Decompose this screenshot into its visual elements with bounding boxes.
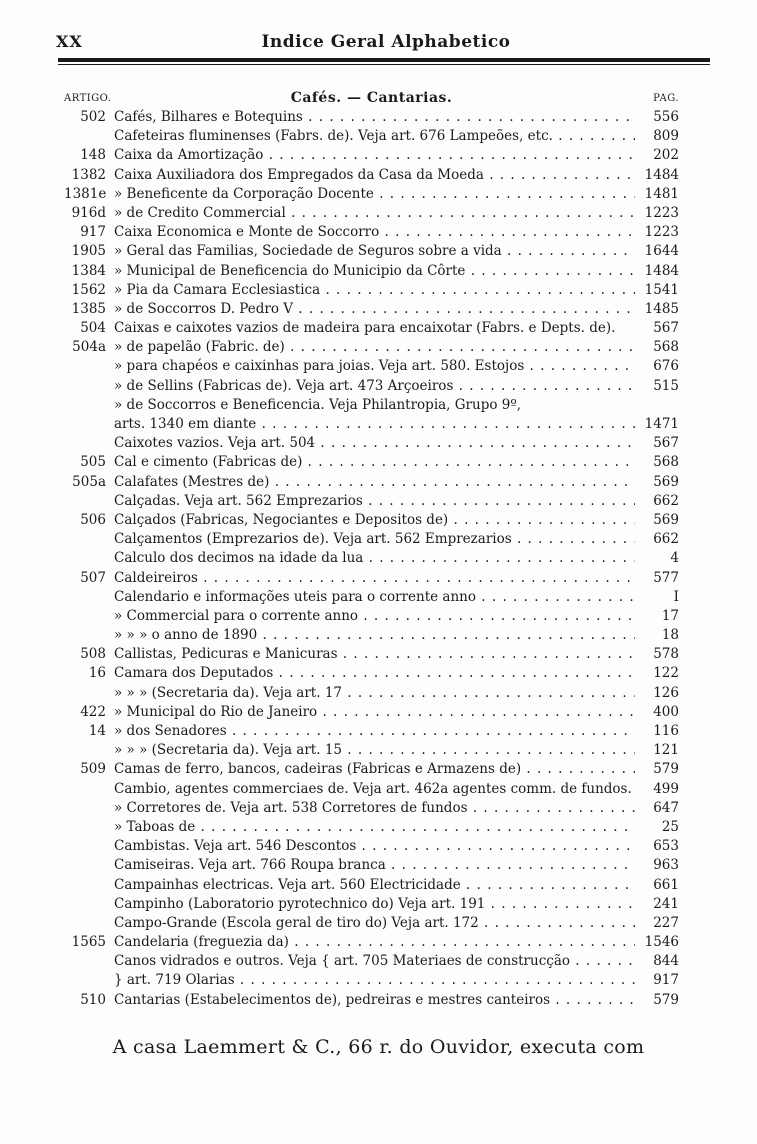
index-entry: [64, 357, 679, 376]
index-entry: [64, 396, 679, 415]
index-entry: [64, 684, 679, 703]
entry-text: » de Sellins (Fabricas de). Veja art. 473 Arçoeiros . . .: [114, 377, 635, 396]
entry-text: » » » (Secretaria da). Veja art. 15 . . .: [114, 741, 635, 760]
entry-text: Camara dos Deputados . . .: [114, 664, 635, 683]
entry-page-number: 4: [670, 550, 679, 567]
entry-page-number: 1223: [644, 204, 679, 221]
entry-article-number: 14: [88, 723, 106, 739]
entry-text: » Corretores de. Veja art. 538 Corretores de fundos . . .: [114, 799, 635, 818]
index-entry: [64, 799, 679, 818]
index-entry: [64, 166, 679, 185]
entry-text: Campinho (Laboratorio pyrotechnico do) Veja art. 191 . . .: [114, 895, 635, 914]
index-entry: [64, 377, 679, 396]
entry-page-number: 499: [653, 780, 679, 797]
index-entry: [64, 300, 679, 319]
entry-page-number: 1541: [644, 281, 679, 298]
entry-page-number: 653: [653, 838, 679, 855]
entry-page-number: 569: [653, 511, 679, 528]
index-entry: [64, 569, 679, 588]
entry-text: Candelaria (freguezia da) . . .: [114, 933, 635, 952]
entry-page-number: 567: [653, 435, 679, 452]
index-entry: [64, 415, 679, 434]
entry-article-number: 506: [80, 511, 106, 528]
entry-article-number: 148: [80, 147, 106, 164]
index-entry: [64, 588, 679, 607]
entry-text: Campo-Grande (Escola geral de tiro do) Veja art. 172 . . .: [114, 914, 635, 933]
index-entry: [64, 473, 679, 492]
index-entry: [64, 185, 679, 204]
entry-text: » de Credito Commercial . . .: [114, 204, 635, 223]
entry-text: » Commercial para o corrente anno . . .: [114, 607, 635, 626]
entry-text: Caixa Economica e Monte de Soccorro . . .: [114, 223, 635, 242]
entry-text: Calculo dos decimos na idade da lua . . .: [114, 549, 635, 568]
entry-text: Caixotes vazios. Veja art. 504 . . .: [114, 434, 635, 453]
index-entry: [64, 434, 679, 453]
entry-text: Calafates (Mestres de) . . .: [114, 473, 635, 492]
column-headers: [64, 90, 679, 108]
entry-page-number: 122: [653, 665, 679, 682]
entry-page-number: 400: [653, 703, 679, 720]
entry-page-number: 568: [653, 454, 679, 471]
index-entry: [64, 607, 679, 626]
entry-text: Calçados (Fabricas, Negociantes e Depositos de) . . .: [114, 511, 635, 530]
entry-page-number: 579: [653, 991, 679, 1008]
index-entry: [64, 991, 679, 1010]
entry-article-number: 1382: [71, 166, 106, 183]
entry-page-number: 556: [653, 109, 679, 125]
index-entry: [64, 338, 679, 357]
entry-text: » Beneficente da Corporação Docente . . .: [114, 185, 635, 204]
entry-page-number: 126: [653, 684, 679, 701]
entry-page-number: 227: [653, 914, 679, 931]
entry-text: » Pia da Camara Ecclesiastica . . .: [114, 281, 635, 300]
entry-page-number: 1481: [644, 185, 679, 202]
entry-text: Caixas e caixotes vazios de madeira para encaixotar (Fabrs. e Depts. de).: [114, 320, 616, 337]
page-header: [56, 32, 716, 54]
entry-page-number: 18: [661, 627, 679, 644]
entry-page-number: 1546: [644, 934, 679, 951]
index-entry: [64, 108, 679, 127]
entry-text: Calçadas. Veja art. 562 Emprezarios . . .: [114, 492, 635, 511]
entry-text: Camiseiras. Veja art. 766 Roupa branca . . .: [114, 856, 635, 875]
index-entry: [64, 319, 679, 338]
entry-article-number: 509: [80, 761, 106, 778]
entry-page-number: 567: [653, 320, 679, 337]
entry-text: arts. 1340 em diante . . .: [114, 415, 635, 434]
entry-text: Canos vidrados e outros. Veja { art. 705 Materiaes de construcção . . .: [114, 952, 635, 971]
entry-page-number: 647: [653, 799, 679, 816]
entry-page-number: 241: [653, 895, 679, 912]
entry-article-number: 1385: [71, 300, 106, 317]
entry-page-number: 121: [653, 742, 679, 759]
index-entry: [64, 127, 679, 146]
index-entry: [64, 818, 679, 837]
entry-page-number: 662: [653, 492, 679, 509]
entry-text: » dos Senadores . . .: [114, 722, 635, 741]
entry-page-number: 1471: [644, 416, 679, 432]
entry-page-number: 1484: [644, 262, 679, 279]
entry-text: » Municipal de Beneficencia do Municipio da Côrte . . .: [114, 262, 635, 281]
entry-article-number: 916d: [71, 204, 106, 221]
entry-page-number: 515: [653, 377, 679, 394]
entry-article-number: 505: [80, 454, 106, 471]
entry-page-number: 202: [653, 147, 679, 164]
entry-text: Caixa Auxiliadora dos Empregados da Casa da Moeda . . .: [114, 166, 635, 185]
section-title: Cafés. — Cantarias.: [290, 90, 453, 106]
index-entry: [64, 876, 679, 895]
index-entry: [64, 262, 679, 281]
entry-page-number: 661: [653, 876, 679, 893]
entry-text: » » » o anno de 1890 . . .: [114, 626, 635, 645]
entry-text: } art. 719 Olarias . . .: [114, 971, 635, 990]
entry-article-number: 504a: [72, 339, 106, 356]
index-entry: [64, 492, 679, 511]
entry-text: Camas de ferro, bancos, cadeiras (Fabricas e Armazens de) . . .: [114, 760, 635, 779]
entry-article-number: 16: [88, 665, 106, 682]
index-entry: [64, 223, 679, 242]
entry-article-number: 510: [80, 991, 106, 1008]
index-entry: [64, 780, 679, 799]
entry-page-number: 578: [653, 646, 679, 663]
entry-page-number: 17: [661, 607, 679, 624]
entry-text: Cafés, Bilhares e Botequins . . .: [114, 108, 635, 127]
entry-article-number: 1384: [71, 262, 106, 279]
index-entry: [64, 971, 679, 990]
entry-text: » para chapéos e caixinhas para joias. Veja art. 580. Estojos . . .: [114, 357, 635, 376]
entry-article-number: 1905: [71, 243, 106, 260]
entry-article-number: 1565: [71, 934, 106, 951]
index-entry: [64, 242, 679, 261]
entry-page-number: 917: [653, 972, 679, 989]
entry-page-number: 662: [653, 531, 679, 548]
entry-article-number: 504: [80, 320, 106, 337]
entry-page-number: 568: [653, 339, 679, 356]
entry-text: Caixa da Amortização . . .: [114, 146, 635, 165]
entry-page-number: I: [673, 588, 679, 605]
index-entry: [64, 933, 679, 952]
entry-text: Cal e cimento (Fabricas de) . . .: [114, 453, 635, 472]
entry-text: Campainhas electricas. Veja art. 560 Electricidade . . .: [114, 876, 635, 895]
footer-advert: A casa Laemmert & C., 66 r. do Ouvidor, executa com: [112, 1036, 645, 1058]
index-entry: [64, 204, 679, 223]
entry-page-number: 963: [653, 857, 679, 874]
index-entry: [64, 511, 679, 530]
entry-page-number: 569: [653, 473, 679, 490]
entry-article-number: 508: [80, 646, 106, 663]
entry-text: Callistas, Pedicuras e Manicuras . . .: [114, 645, 635, 664]
entry-text: » Taboas de . . .: [114, 818, 635, 837]
entry-article-number: 502: [80, 109, 106, 125]
entry-article-number: 917: [80, 224, 106, 241]
entry-article-number: 507: [80, 569, 106, 586]
index-entry: [64, 453, 679, 472]
entry-article-number: 1381e: [64, 185, 107, 202]
index-entry: [64, 895, 679, 914]
entry-page-number: 1223: [644, 224, 679, 241]
index-entry: [64, 722, 679, 741]
entry-text: » de papelão (Fabric. de) . . .: [114, 338, 635, 357]
column-header-artigo: ARTIGO.: [64, 93, 112, 104]
entry-page-number: 844: [653, 953, 679, 970]
entry-page-number: 577: [653, 569, 679, 586]
entry-text: Cafeteiras fluminenses (Fabrs. de). Veja art. 676 Lampeões, etc. . . .: [114, 127, 635, 146]
entry-page-number: 809: [653, 128, 679, 145]
entry-text: Calçamentos (Emprezarios de). Veja art. 562 Emprezarios . . .: [114, 530, 635, 549]
entry-page-number: 1644: [644, 243, 679, 260]
entry-page-number: 676: [653, 358, 679, 375]
index-entry: [64, 645, 679, 664]
entry-page-number: 1484: [644, 166, 679, 183]
entry-article-number: 505a: [72, 473, 106, 490]
index-entry: [64, 549, 679, 568]
index-entry: [64, 760, 679, 779]
header-rule-thin: [58, 64, 710, 65]
index-entry: [64, 146, 679, 165]
entry-article-number: 422: [80, 703, 106, 720]
index-entry: [64, 281, 679, 300]
page-number: XX: [56, 32, 83, 51]
index-entry: [64, 530, 679, 549]
index-entry: [64, 626, 679, 645]
index-entry: [64, 741, 679, 760]
index-entries: [64, 108, 679, 1010]
entry-text: Cantarias (Estabelecimentos de), pedreiras e mestres canteiros . . .: [114, 991, 635, 1010]
index-entry: [64, 856, 679, 875]
index-entry: [64, 703, 679, 722]
entry-text: » Geral das Familias, Sociedade de Seguros sobre a vida . . .: [114, 242, 635, 261]
index-entry: [64, 837, 679, 856]
entry-text: Caldeireiros . . .: [114, 569, 635, 588]
entry-text: » Municipal do Rio de Janeiro . . .: [114, 703, 635, 722]
entry-text: Cambistas. Veja art. 546 Descontos . . .: [114, 837, 635, 856]
index-entry: [64, 952, 679, 971]
entry-page-number: 579: [653, 761, 679, 778]
entry-text: » » » (Secretaria da). Veja art. 17 . . .: [114, 684, 635, 703]
entry-article-number: 1562: [71, 281, 106, 298]
column-header-pag: PAG.: [653, 93, 679, 104]
entry-text: Cambio, agentes commerciaes de. Veja art. 462a agentes comm. de fundos.: [114, 780, 632, 797]
entry-text: » de Soccorros D. Pedro V . . .: [114, 300, 635, 319]
entry-text: » de Soccorros e Beneficencia. Veja Philantropia, Grupo 9º,: [114, 396, 521, 413]
entry-page-number: 116: [653, 723, 679, 739]
entry-page-number: 1485: [644, 300, 679, 317]
entry-text: Calendario e informações uteis para o corrente anno . . .: [114, 588, 635, 607]
page-title: Indice Geral Alphabetico: [261, 32, 511, 52]
entry-page-number: 25: [661, 818, 679, 835]
header-rule-thick: [58, 58, 710, 62]
index-entry: [64, 664, 679, 683]
index-entry: [64, 914, 679, 933]
